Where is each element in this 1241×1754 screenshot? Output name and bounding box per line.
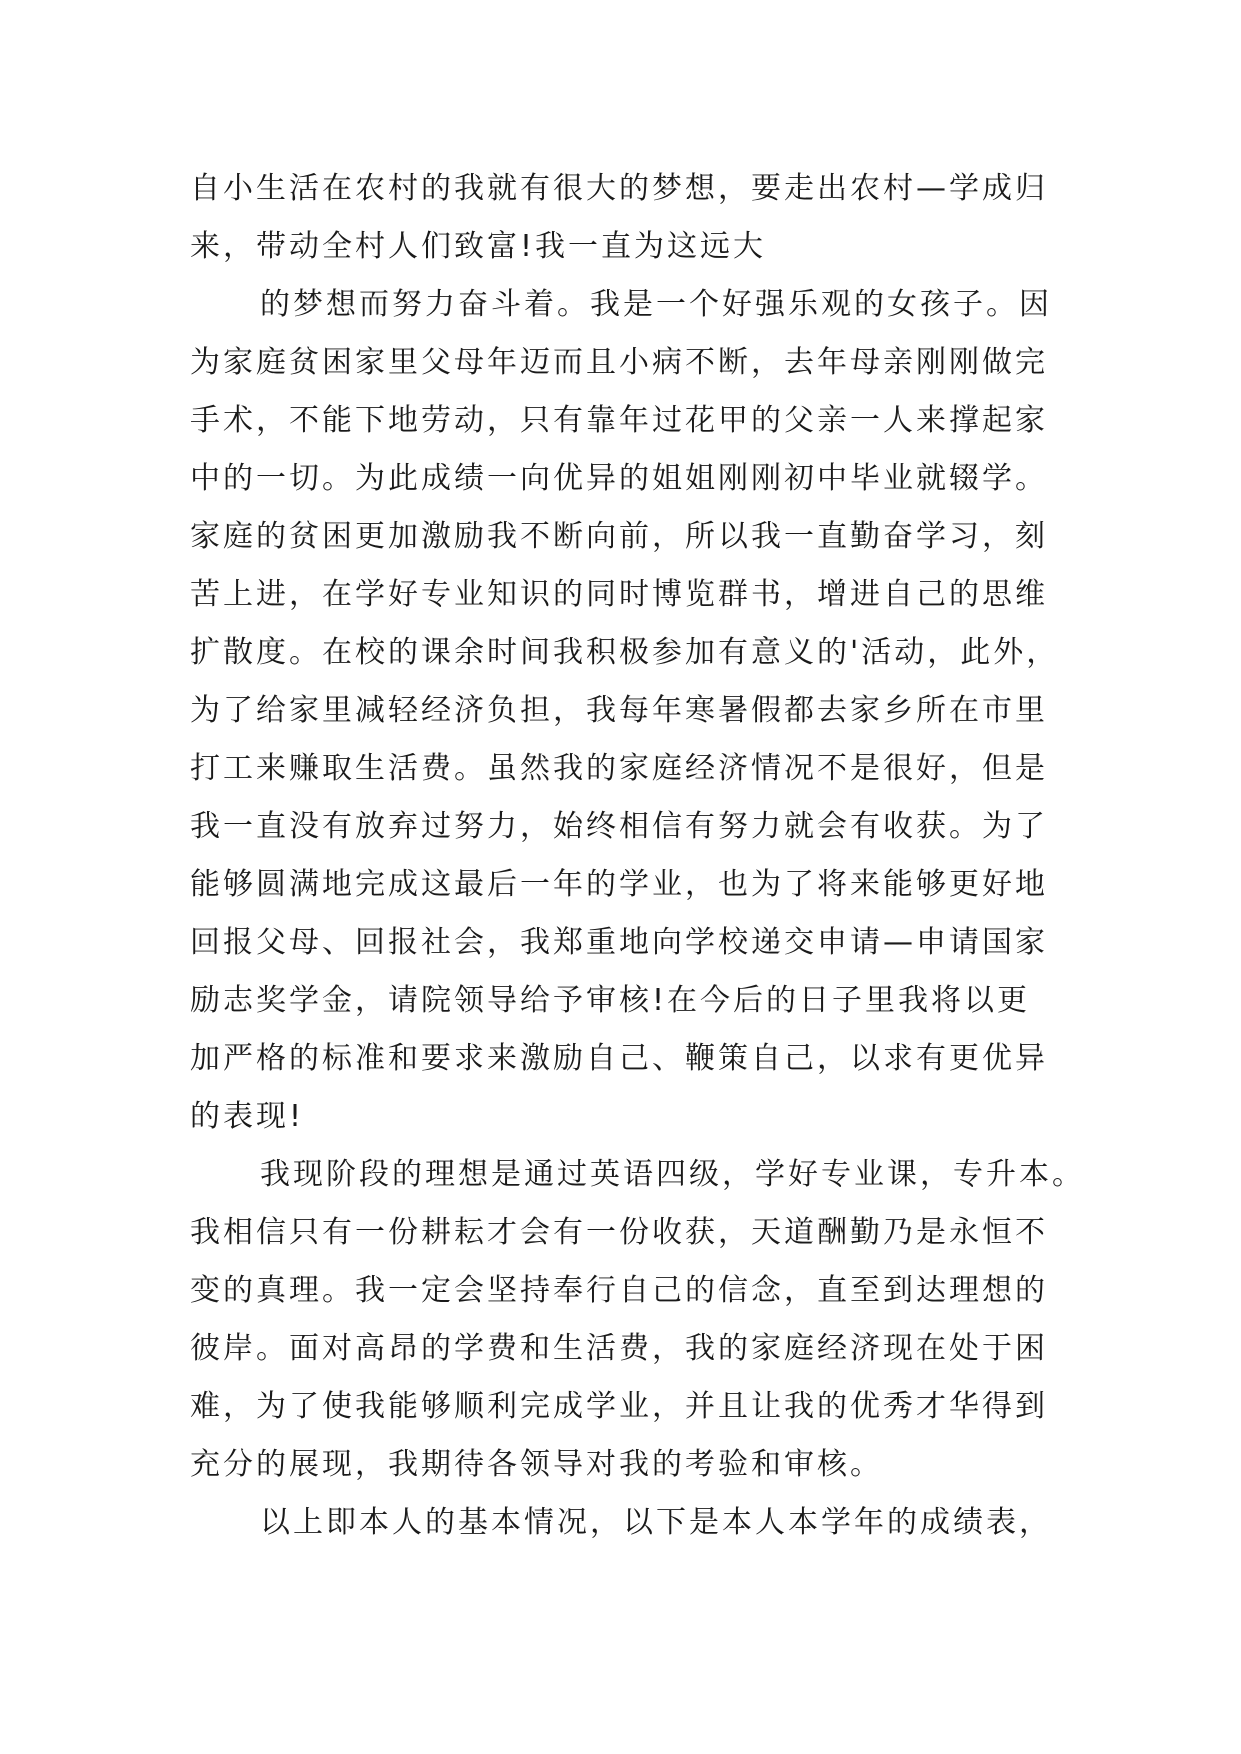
text-line: 中的一切。为此成绩一向优异的姐姐刚刚初中毕业就辍学。 bbox=[190, 461, 1048, 496]
text-line: 我相信只有一份耕耘才会有一份收获，天道酬勤乃是永恒不 bbox=[190, 1215, 1048, 1250]
text-line: 打工来赚取生活费。虽然我的家庭经济情况不是很好，但是 bbox=[190, 751, 1048, 786]
text-line: 为家庭贫困家里父母年迈而且小病不断，去年母亲刚刚做完 bbox=[190, 345, 1048, 380]
paragraph-start: 的梦想而努力奋斗着。我是一个好强乐观的女孩子。因 bbox=[260, 287, 1052, 322]
text-line: 为了给家里减轻经济负担，我每年寒暑假都去家乡所在市里 bbox=[190, 693, 1048, 728]
text-line: 充分的展现，我期待各领导对我的考验和审核。 bbox=[190, 1447, 883, 1482]
text-line: 回报父母、回报社会，我郑重地向学校递交申请—申请国家 bbox=[190, 925, 1048, 960]
text-line: 难，为了使我能够顺利完成学业，并且让我的优秀才华得到 bbox=[190, 1389, 1048, 1424]
text-line: 彼岸。面对高昂的学费和生活费，我的家庭经济现在处于困 bbox=[190, 1331, 1048, 1366]
paragraph-start: 我现阶段的理想是通过英语四级，学好专业课，专升本。 bbox=[260, 1157, 1085, 1192]
text-line: 变的真理。我一定会坚持奉行自己的信念，直至到达理想的 bbox=[190, 1273, 1048, 1308]
paragraph-start: 以上即本人的基本情况，以下是本人本学年的成绩表， bbox=[260, 1505, 1052, 1540]
text-line: 我一直没有放弃过努力，始终相信有努力就会有收获。为了 bbox=[190, 809, 1048, 844]
text-line: 能够圆满地完成这最后一年的学业，也为了将来能够更好地 bbox=[190, 867, 1048, 902]
text-line: 自小生活在农村的我就有很大的梦想，要走出农村—学成归 bbox=[190, 171, 1048, 206]
text-line: 的表现! bbox=[190, 1099, 305, 1134]
text-line: 家庭的贫困更加激励我不断向前，所以我一直勤奋学习，刻 bbox=[190, 519, 1048, 554]
document-body bbox=[190, 160, 1090, 1552]
text-line: 加严格的标准和要求来激励自己、鞭策自己，以求有更优异 bbox=[190, 1041, 1048, 1076]
text-line: 苦上进，在学好专业知识的同时博览群书，增进自己的思维 bbox=[190, 577, 1048, 612]
text-line: 扩散度。在校的课余时间我积极参加有意义的'活动，此外， bbox=[190, 635, 1060, 670]
text-line: 励志奖学金，请院领导给予审核!在今后的日子里我将以更 bbox=[190, 983, 1031, 1018]
text-line: 手术，不能下地劳动，只有靠年过花甲的父亲一人来撑起家 bbox=[190, 403, 1048, 438]
text-line: 来，带动全村人们致富!我一直为这远大 bbox=[190, 229, 767, 264]
